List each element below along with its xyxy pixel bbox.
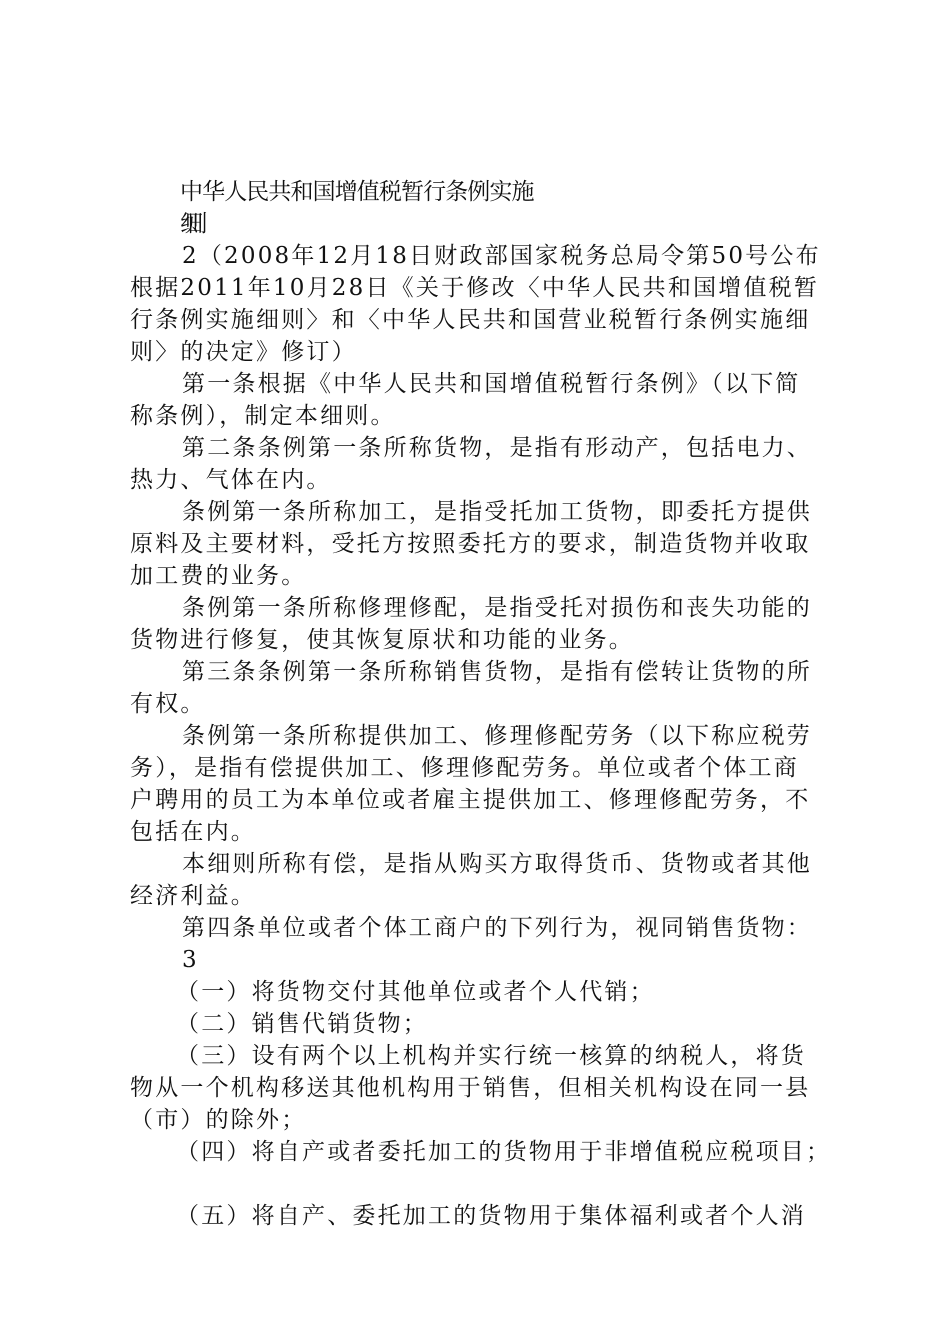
text-line: 第三条条例第一条所称销售货物，是指有偿转让货物的所 [182, 659, 812, 685]
text-line: 热力、气体在内。 [130, 467, 332, 493]
text-line: 有权。 [130, 691, 206, 717]
text-line: 条例第一条所称修理修配，是指受托对损伤和丧失功能的 [182, 595, 812, 621]
text-line: （二）销售代销货物； [176, 1011, 428, 1037]
text-line: （三）设有两个以上机构并实行统一核算的纳税人，将货 [176, 1043, 806, 1069]
text-line: 条例第一条所称加工，是指受托加工货物，即委托方提供 [182, 499, 812, 525]
text-line: 原料及主要材料，受托方按照委托方的要求，制造货物并收取 [130, 531, 811, 557]
text-line: 2（2008年12月18日财政部国家税务总局令第50号公布 [182, 243, 821, 269]
text-line: 行条例实施细则〉和〈中华人民共和国营业税暂行条例实施细 [130, 307, 811, 333]
text-line: 称条例），制定本细则。 [130, 403, 396, 429]
text-line: 户聘用的员工为本单位或者雇主提供加工、修理修配劳务，不 [130, 787, 811, 813]
text-line: 根据2011年10月28日《关于修改〈中华人民共和国增值税暂 [130, 275, 820, 301]
page-number: 3 [182, 947, 199, 973]
text-line: （一）将货物交付其他单位或者个人代销； [176, 979, 655, 1005]
text-line: 加工费的业务。 [130, 563, 307, 589]
text-line: （市）的除外； [130, 1107, 307, 1133]
text-line: 第一条根据《中华人民共和国增值税暂行条例》（以下简 [182, 371, 801, 397]
text-line: （四）将自产或者委托加工的货物用于非增值税应税项目； [176, 1139, 832, 1165]
text-line: 物从一个机构移送其他机构用于销售，但相关机构设在同一县 [130, 1075, 811, 1101]
text-line: 务），是指有偿提供加工、修理修配劳务。单位或者个体工商 [130, 755, 799, 781]
text-line: （五）将自产、委托加工的货物用于集体福利或者个人消 [176, 1203, 806, 1229]
document-title-line-1: 中华人民共和国增值税暂行条例实施 [180, 179, 534, 205]
text-line: 本细则所称有偿，是指从购买方取得货币、货物或者其他 [182, 851, 812, 877]
text-line: 则〉的决定》修订） [130, 339, 357, 365]
text-line: 经济利益。 [130, 883, 256, 909]
text-line: 第四条单位或者个体工商户的下列行为，视同销售货物： [182, 915, 812, 941]
text-line: 条例第一条所称提供加工、修理修配劳务（以下称应税劳 [182, 723, 812, 749]
text-line: 货物进行修复，使其恢复原状和功能的业务。 [130, 627, 634, 653]
text-line: 包括在内。 [130, 819, 256, 845]
document-title-line-2: 细则 [180, 211, 190, 237]
text-line: 第二条条例第一条所称货物，是指有形动产，包括电力、 [182, 435, 812, 461]
